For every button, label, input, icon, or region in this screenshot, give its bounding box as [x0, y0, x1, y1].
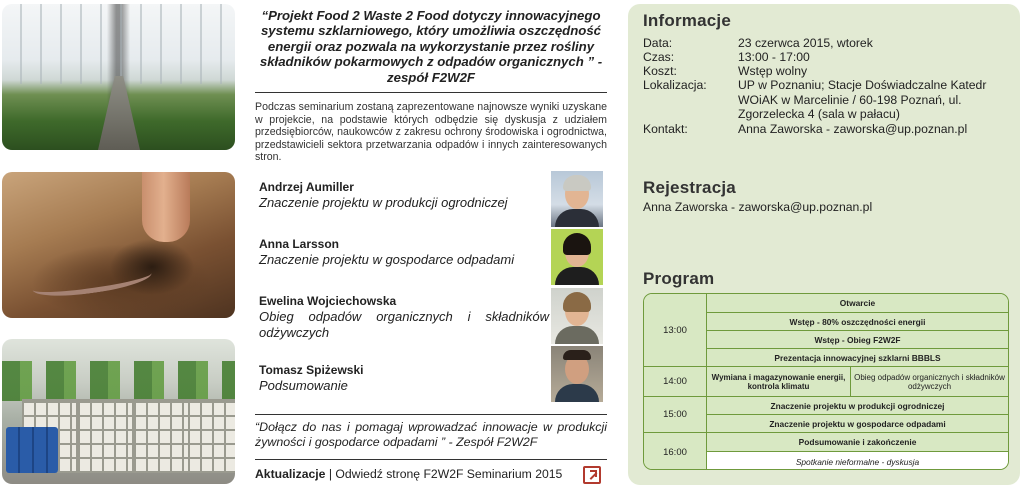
speaker-topic: Obieg odpadów organicznych i składników odżywczych: [259, 309, 549, 340]
program-time: 16:00: [644, 433, 707, 470]
program-item: Otwarcie: [707, 294, 1008, 313]
divider: [255, 414, 607, 415]
speaker-4: [259, 363, 549, 394]
speaker-3-avatar: [551, 288, 603, 344]
program-time: 13:00: [644, 294, 707, 367]
program-item: Wstęp - Obieg F2W2F: [707, 331, 1008, 349]
program-time: 14:00: [644, 367, 707, 397]
speaker-3: [259, 294, 549, 341]
info-heading: Informacje: [643, 11, 731, 30]
seminar-description: Podczas seminarium zostaną zaprezentowane najnowsze wyniki uzyskane w projekcie, na podstawie których odbędzie się dyskusja z udziałem przedsiębiorców, naukowców z zakresu ochrony środowiska i ogrodnictwa, przedstawicieli sektora przetwarzania odpadów i innych zainteresowanych stron.: [255, 101, 607, 164]
program-time: 15:00: [644, 397, 707, 433]
project-quote: “Projekt Food 2 Waste 2 Food dotyczy innowacyjnego systemu szklarniowego, który umożliwia oszczędność energii oraz pozwala na wykorzystanie przez rośliny składników pokarmowych z odpadów organicznych ” - zespół F2W2F: [259, 8, 603, 85]
registration-heading: Rejestracja: [643, 178, 736, 197]
program-item: Spotkanie nieformalne - dyskusja: [707, 452, 1008, 470]
info-row-time: Czas: 13:00 - 17:00: [643, 50, 810, 64]
program-item: Znaczenie projektu w produkcji ogrodniczej: [707, 397, 1008, 415]
speaker-1-avatar: [551, 171, 603, 227]
updates-text: Odwiedź stronę F2W2F Seminarium 2015: [335, 467, 563, 481]
speaker-topic: Podsumowanie: [259, 378, 348, 393]
join-us-quote: “Dołącz do nas i pomagaj wprowadzać innowacje w produkcji żywności i gospodarce odpadami ” - Zespół F2W2F: [255, 420, 607, 449]
divider: [255, 92, 607, 93]
info-row-contact: Kontakt: Anna Zaworska - zaworska@up.poznan.pl: [643, 122, 968, 136]
speaker-name: Andrzej Aumiller: [259, 180, 354, 194]
program-item: Podsumowanie i zakończenie: [707, 433, 1008, 452]
speaker-topic: Znaczenie projektu w produkcji ogrodniczej: [259, 195, 508, 210]
speaker-4-avatar: [551, 346, 603, 402]
aquaponic-tanks-photo: [2, 339, 235, 484]
speaker-1: [259, 180, 549, 211]
speaker-name: Anna Larsson: [259, 237, 340, 251]
info-row-date: Data: 23 czerwca 2015, wtorek: [643, 36, 873, 50]
program-table: [643, 293, 1009, 470]
info-row-cost: Koszt: Wstęp wolny: [643, 64, 808, 78]
registration-contact[interactable]: Anna Zaworska - zaworska@up.poznan.pl: [643, 200, 873, 214]
speaker-2-avatar: [551, 229, 603, 285]
info-row-location: Lokalizacja: UP w Poznaniu; Stacje Doświadczalne Katedr WOiAK w Marcelinie / 60-198 Poznań, ul. Zgorzelecka 4 (sala w pałacu): [643, 78, 987, 121]
speaker-name: Ewelina Wojciechowska: [259, 294, 397, 308]
program-item: Prezentacja innowacyjnej szklarni BBBLS: [707, 349, 1008, 367]
program-heading: Program: [643, 269, 715, 288]
updates-link[interactable]: Aktualizacje | Odwiedź stronę F2W2F Seminarium 2015: [255, 467, 563, 481]
external-link-icon[interactable]: [583, 466, 601, 484]
program-item: Znaczenie projektu w gospodarce odpadami: [707, 415, 1008, 433]
speaker-2: [259, 237, 549, 268]
program-item: Wstęp - 80% oszczędności energii: [707, 313, 1008, 331]
divider: [255, 459, 607, 460]
greenhouse-photo: [2, 4, 235, 150]
speaker-topic: Znaczenie projektu w gospodarce odpadami: [259, 252, 515, 267]
program-item: Wymiana i magazynowanie energii, kontrola klimatu: [707, 367, 851, 397]
speaker-name: Tomasz Spiżewski: [259, 363, 364, 377]
updates-label: Aktualizacje: [255, 467, 326, 481]
program-item: Obieg odpadów organicznych i składników odżywczych: [851, 367, 1008, 397]
compost-worm-photo: [2, 172, 235, 318]
